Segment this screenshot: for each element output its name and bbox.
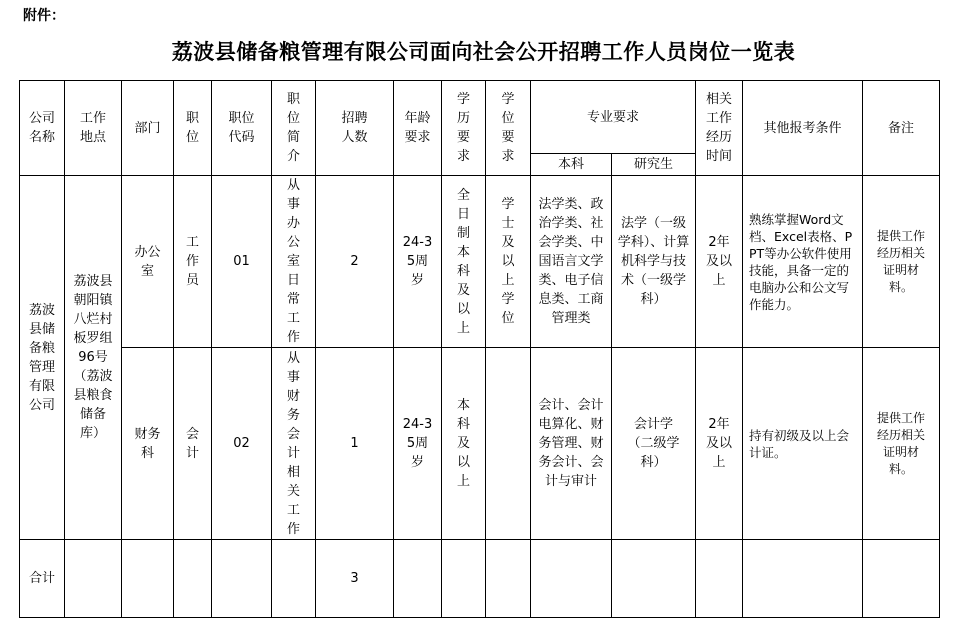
header-major-grad: 研究生 — [612, 154, 696, 176]
degree-cell — [486, 348, 531, 540]
empty-cell — [612, 540, 696, 618]
header-age: 年龄要求 — [394, 81, 442, 176]
header-position: 职位 — [174, 81, 212, 176]
location-cell: 荔波县朝阳镇八烂村板罗组96号（荔波县粮食储备库） — [65, 176, 122, 540]
major-undergrad-cell: 法学类、政治学类、社会学类、中国语言文学类、电子信息类、工商管理类 — [531, 176, 612, 348]
empty-cell — [65, 540, 122, 618]
empty-cell — [442, 540, 486, 618]
headcount-cell: 1 — [316, 348, 394, 540]
header-position-code: 职位代码 — [212, 81, 272, 176]
age-cell: 24-35周岁 — [394, 176, 442, 348]
empty-cell — [863, 540, 940, 618]
education-cell: 全日制本科及以上 — [442, 176, 486, 348]
code-cell: 02 — [212, 348, 272, 540]
empty-cell — [212, 540, 272, 618]
major-grad-cell: 会计学（二级学科） — [612, 348, 696, 540]
description-cell: 从事财务会计相关工作 — [272, 348, 316, 540]
empty-cell — [531, 540, 612, 618]
empty-cell — [394, 540, 442, 618]
degree-cell: 学士及以上学位 — [486, 176, 531, 348]
remarks-cell: 提供工作经历相关证明材料。 — [863, 176, 940, 348]
header-other-conditions: 其他报考条件 — [743, 81, 863, 176]
age-cell: 24-35周岁 — [394, 348, 442, 540]
header-row — [20, 81, 940, 154]
empty-cell — [486, 540, 531, 618]
education-cell: 本科及以上 — [442, 348, 486, 540]
department-cell: 办公室 — [122, 176, 174, 348]
header-education: 学历要求 — [442, 81, 486, 176]
page-title: 荔波县储备粮管理有限公司面向社会公开招聘工作人员岗位一览表 — [171, 39, 796, 64]
company-cell: 荔波县储备粮管理有限公司 — [20, 176, 65, 540]
experience-cell: 2年及以上 — [696, 348, 743, 540]
experience-cell: 2年及以上 — [696, 176, 743, 348]
empty-cell — [174, 540, 212, 618]
total-row — [20, 540, 940, 618]
header-company: 公司名称 — [20, 81, 65, 176]
attachment-label: 附件： — [23, 8, 65, 24]
major-undergrad-cell: 会计、会计电算化、财务管理、财务会计、会计与审计 — [531, 348, 612, 540]
description-cell: 从事办公室日常工作 — [272, 176, 316, 348]
other-conditions-cell: 持有初级及以上会计证。 — [743, 348, 863, 540]
code-cell: 01 — [212, 176, 272, 348]
department-cell: 财务科 — [122, 348, 174, 540]
header-degree: 学位要求 — [486, 81, 531, 176]
empty-cell — [743, 540, 863, 618]
position-cell: 会计 — [174, 348, 212, 540]
header-major: 专业要求 — [531, 81, 696, 154]
recruitment-table — [19, 80, 940, 618]
headcount-cell: 2 — [316, 176, 394, 348]
table-row — [20, 176, 940, 348]
header-headcount: 招聘人数 — [316, 81, 394, 176]
other-conditions-cell: 熟练掌握Word文档、Excel表格、PPT等办公软件使用技能，具备一定的电脑办公和公文写作能力。 — [743, 176, 863, 348]
empty-cell — [272, 540, 316, 618]
table-row — [20, 348, 940, 540]
header-description: 职位简介 — [272, 81, 316, 176]
empty-cell — [696, 540, 743, 618]
remarks-cell: 提供工作经历相关证明材料。 — [863, 348, 940, 540]
header-remarks: 备注 — [863, 81, 940, 176]
header-department: 部门 — [122, 81, 174, 176]
empty-cell — [122, 540, 174, 618]
position-cell: 工作员 — [174, 176, 212, 348]
total-label-cell: 合计 — [20, 540, 65, 618]
header-experience: 相关工作经历时间 — [696, 81, 743, 176]
major-grad-cell: 法学（一级学科）、计算机科学与技术（一级学科） — [612, 176, 696, 348]
header-major-undergrad: 本科 — [531, 154, 612, 176]
total-headcount-cell: 3 — [316, 540, 394, 618]
header-location: 工作地点 — [65, 81, 122, 176]
